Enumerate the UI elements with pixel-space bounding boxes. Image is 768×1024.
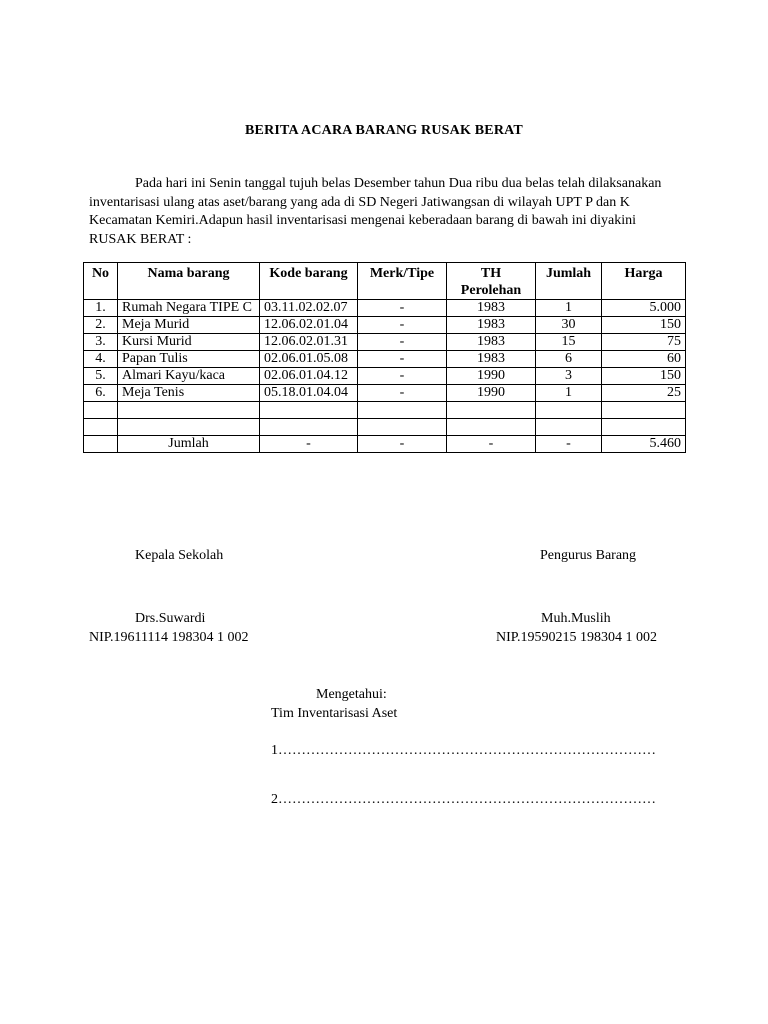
cell-nama: Meja Tenis xyxy=(118,385,260,402)
paragraph-line: Pada hari ini Senin tanggal tujuh belas Desember tahun Dua ribu dua belas telah dilaksanakan xyxy=(135,176,662,191)
total-harga: 5.460 xyxy=(602,436,686,453)
right-signer-role: Pengurus Barang xyxy=(540,548,637,563)
col-header-nama: Nama barang xyxy=(118,263,260,300)
cell-harga: 5.000 xyxy=(602,300,686,317)
cell-no: 6. xyxy=(84,385,118,402)
inventory-table xyxy=(83,262,686,453)
left-signer-nip: NIP.19611114 198304 1 002 xyxy=(89,630,249,645)
paragraph-line: Kecamatan Kemiri.Adapun hasil inventarisasi mengenai keberadaan barang di bawah ini diyakini xyxy=(89,213,636,229)
paragraph-line: RUSAK BERAT : xyxy=(89,231,192,247)
cell-kode: 02.06.01.04.12 xyxy=(260,368,358,385)
th-line1: TH xyxy=(480,266,502,281)
total-label: Jumlah xyxy=(118,436,260,453)
cell-merk: - xyxy=(358,300,447,317)
cell-nama: Kursi Murid xyxy=(118,334,260,351)
tim-label: Tim Inventarisasi Aset xyxy=(271,706,398,721)
col-header-kode: Kode barang xyxy=(260,263,358,300)
cell-kode: 02.06.01.05.08 xyxy=(260,351,358,368)
total-th: - xyxy=(447,436,536,453)
cell-nama: Rumah Negara TIPE C xyxy=(118,300,260,317)
col-header-merk: Merk/Tipe xyxy=(358,263,447,300)
cell-kode: 12.06.02.01.04 xyxy=(260,317,358,334)
cell-harga: 60 xyxy=(602,351,686,368)
cell-jumlah: 30 xyxy=(536,317,602,334)
cell-harga: 150 xyxy=(602,317,686,334)
total-kode: - xyxy=(260,436,358,453)
cell-jumlah: 6 xyxy=(536,351,602,368)
cell-kode: 03.11.02.02.07 xyxy=(260,300,358,317)
cell-no: 1. xyxy=(84,300,118,317)
cell-jumlah: 1 xyxy=(536,385,602,402)
col-header-harga: Harga xyxy=(602,263,686,300)
cell-th: 1983 xyxy=(447,317,536,334)
signature-line-1: 1……………………………………………………………………… xyxy=(271,743,656,758)
cell-nama: Meja Murid xyxy=(118,317,260,334)
cell-merk: - xyxy=(358,351,447,368)
cell-kode: 12.06.02.01.31 xyxy=(260,334,358,351)
table-row xyxy=(84,334,686,351)
col-header-th xyxy=(447,263,536,300)
right-signer-nip: NIP.19590215 198304 1 002 xyxy=(496,630,658,645)
left-signer-role: Kepala Sekolah xyxy=(135,548,224,563)
cell-nama: Almari Kayu/kaca xyxy=(118,368,260,385)
cell-th: 1983 xyxy=(447,300,536,317)
cell-harga: 75 xyxy=(602,334,686,351)
table-row-empty xyxy=(84,402,686,419)
table-row-empty xyxy=(84,419,686,436)
table-row xyxy=(84,351,686,368)
signature-line-2: 2……………………………………………………………………… xyxy=(271,792,656,807)
table-row xyxy=(84,368,686,385)
table-row xyxy=(84,300,686,317)
cell-merk: - xyxy=(358,317,447,334)
total-merk: - xyxy=(358,436,447,453)
cell-nama: Papan Tulis xyxy=(118,351,260,368)
col-header-jumlah: Jumlah xyxy=(536,263,602,300)
mengetahui-label: Mengetahui: xyxy=(316,687,387,702)
table-row xyxy=(84,317,686,334)
table-header-row xyxy=(84,263,686,300)
cell-merk: - xyxy=(358,368,447,385)
cell-th: 1990 xyxy=(447,368,536,385)
intro-paragraph xyxy=(89,175,699,249)
table-total-row xyxy=(84,436,686,453)
cell-harga: 25 xyxy=(602,385,686,402)
cell-harga: 150 xyxy=(602,368,686,385)
cell-th: 1983 xyxy=(447,334,536,351)
cell-th: 1990 xyxy=(447,385,536,402)
total-jumlah: - xyxy=(536,436,602,453)
cell-jumlah: 15 xyxy=(536,334,602,351)
cell-no: 3. xyxy=(84,334,118,351)
cell-jumlah: 3 xyxy=(536,368,602,385)
cell-jumlah: 1 xyxy=(536,300,602,317)
col-header-no: No xyxy=(84,263,118,300)
cell-th: 1983 xyxy=(447,351,536,368)
cell-no: 2. xyxy=(84,317,118,334)
table-row xyxy=(84,385,686,402)
cell-kode: 05.18.01.04.04 xyxy=(260,385,358,402)
th-line2: Perolehan xyxy=(460,283,522,298)
paragraph-line: inventarisasi ulang atas aset/barang yang ada di SD Negeri Jatiwangsan di wilayah UPT P dan K xyxy=(89,194,630,210)
cell-no: 5. xyxy=(84,368,118,385)
cell-no: 4. xyxy=(84,351,118,368)
document-title: BERITA ACARA BARANG RUSAK BERAT xyxy=(245,123,523,138)
cell-merk: - xyxy=(358,334,447,351)
left-signer-name: Drs.Suwardi xyxy=(135,611,206,626)
right-signer-name: Muh.Muslih xyxy=(541,611,611,626)
cell-merk: - xyxy=(358,385,447,402)
